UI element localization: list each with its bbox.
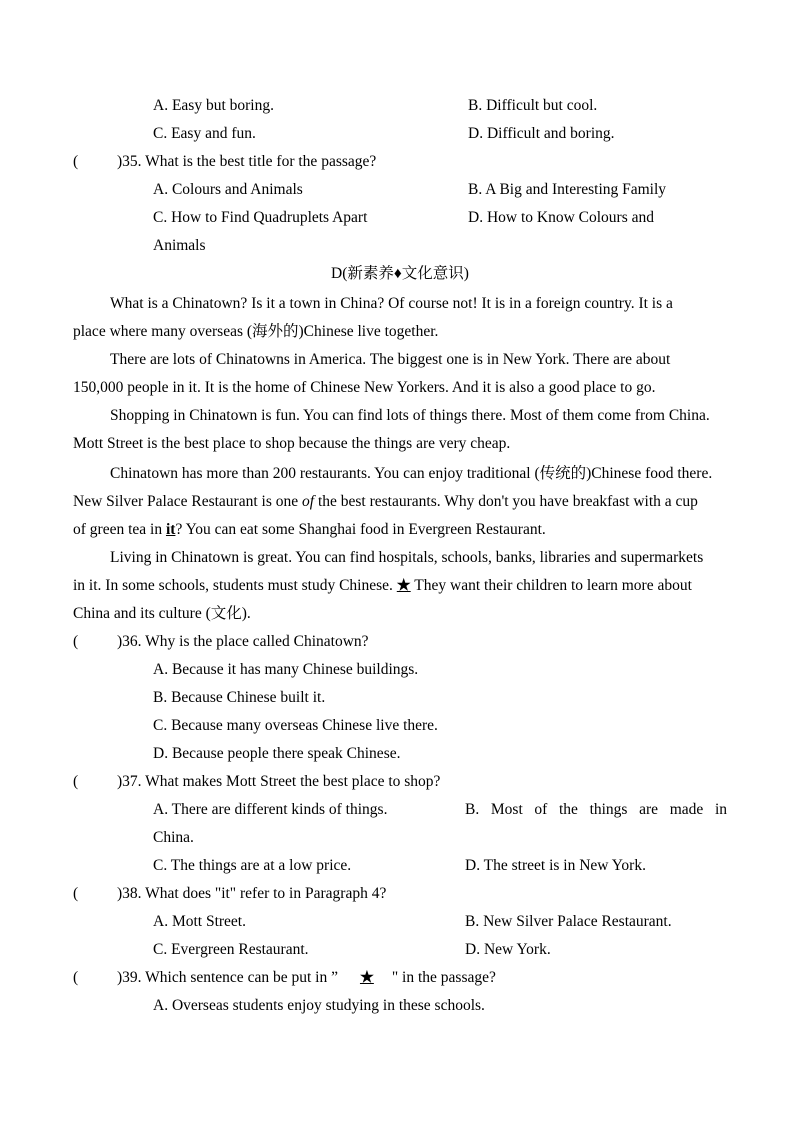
passage-p4-line3 (73, 520, 546, 540)
passage-p2-line2: 150,000 people in it. It is the home of Chinese New Yorkers. And it is also a good place to go. (73, 379, 656, 396)
q38-question-text: 38. What does "it" refer to in Paragraph 4? (122, 885, 387, 902)
q38-answer-blank-open: ( (73, 885, 79, 902)
q39-question (117, 968, 496, 988)
q35-question-text: 35. What is the best title for the passage? (122, 153, 377, 170)
passage-p2-line1: There are lots of Chinatowns in America. The biggest one is in New York. There are about (110, 351, 671, 368)
q39-question-text-start: 39. Which sentence can be put in ” (122, 969, 338, 986)
q38-question (117, 884, 386, 904)
passage-p1-line1: What is a Chinatown? Is it a town in China? Of course not! It is in a foreign country. It is a (110, 295, 673, 312)
q36-option-a: A. Because it has many Chinese buildings. (153, 661, 419, 678)
star-marker-icon: ★ (396, 577, 411, 594)
q37-option-c: C. The things are at a low price. (153, 857, 352, 874)
passage-p4-line3-start: of green tea in (73, 521, 166, 538)
q36-answer-blank-open: ( (73, 633, 79, 650)
q37-question-text: 37. What makes Mott Street the best place to shop? (122, 773, 441, 790)
q37-answer-blank-open: ( (73, 773, 79, 790)
passage-p4-line3-end: ? You can eat some Shanghai food in Evergreen Restaurant. (175, 521, 546, 538)
q36-option-c: C. Because many overseas Chinese live there. (153, 717, 438, 734)
q39-star-icon: ★ (359, 969, 374, 986)
q36-option-b: B. Because Chinese built it. (153, 689, 326, 706)
q39-answer-blank-open: ( (73, 969, 79, 986)
passage-p1-line2: place where many overseas (海外的)Chinese live together. (73, 323, 439, 340)
passage-p5-line1: Living in Chinatown is great. You can find hospitals, schools, banks, libraries and supermarkets (110, 549, 704, 566)
passage-p3-line2: Mott Street is the best place to shop because the things are very cheap. (73, 435, 511, 452)
passage-p5-line2-start: in it. In some schools, students must study Chinese. (73, 577, 397, 594)
q35-option-d: D. How to Know Colours and (468, 209, 654, 226)
q37-option-a: A. There are different kinds of things. (153, 801, 388, 818)
q36-option-d: D. Because people there speak Chinese. (153, 745, 401, 762)
q39-question-text-end: " in the passage? (391, 969, 496, 986)
q37-question (117, 772, 440, 792)
q38-answer-blank-close: ) (117, 885, 123, 902)
q38-option-b: B. New Silver Palace Restaurant. (465, 913, 672, 930)
q34-option-c: C. Easy and fun. (153, 125, 256, 142)
q38-option-c: C. Evergreen Restaurant. (153, 941, 309, 958)
passage-underlined-it: it (165, 521, 176, 538)
q36-answer-blank-close: ) (117, 633, 123, 650)
q36-question (117, 632, 369, 652)
passage-p5-line2-end: They want their children to learn more about (410, 577, 692, 594)
q39-answer-blank-close: ) (117, 969, 123, 986)
passage-p4-line2 (73, 492, 698, 512)
passage-italic-of: of (302, 493, 315, 510)
q37-option-b-continued: China. (153, 829, 194, 846)
passage-p3-line1: Shopping in Chinatown is fun. You can find lots of things there. Most of them come from China. (110, 407, 710, 424)
q34-option-b: B. Difficult but cool. (468, 97, 598, 114)
section-title: D(新素养♦文化意识) (331, 265, 469, 282)
q34-option-d: D. Difficult and boring. (468, 125, 615, 142)
q35-option-c: C. How to Find Quadruplets Apart (153, 209, 368, 226)
q34-option-a: A. Easy but boring. (153, 97, 274, 114)
passage-p4-line2-end: the best restaurants. Why don't you have breakfast with a cup (314, 493, 698, 510)
q35-option-a: A. Colours and Animals (153, 181, 303, 198)
passage-p4-line1: Chinatown has more than 200 restaurants. You can enjoy traditional (传统的)Chinese food there. (110, 465, 713, 482)
q36-question-text: 36. Why is the place called Chinatown? (122, 633, 369, 650)
q39-option-a: A. Overseas students enjoy studying in these schools. (153, 997, 485, 1014)
passage-p5-line3: China and its culture (文化). (73, 605, 251, 622)
q37-option-d: D. The street is in New York. (465, 857, 646, 874)
passage-p4-line2-start: New Silver Palace Restaurant is one (73, 493, 302, 510)
q35-answer-blank-close: ) (117, 153, 123, 170)
q35-option-d-continued: Animals (153, 237, 206, 254)
q35-answer-blank-open: ( (73, 153, 79, 170)
q38-option-a: A. Mott Street. (153, 913, 246, 930)
q37-option-b: B. Most of the things are made in (465, 801, 727, 818)
passage-p5-line2 (73, 576, 692, 596)
q35-option-b: B. A Big and Interesting Family (468, 181, 667, 198)
q35-question (117, 152, 376, 172)
q38-option-d: D. New York. (465, 941, 551, 958)
q37-answer-blank-close: ) (117, 773, 123, 790)
